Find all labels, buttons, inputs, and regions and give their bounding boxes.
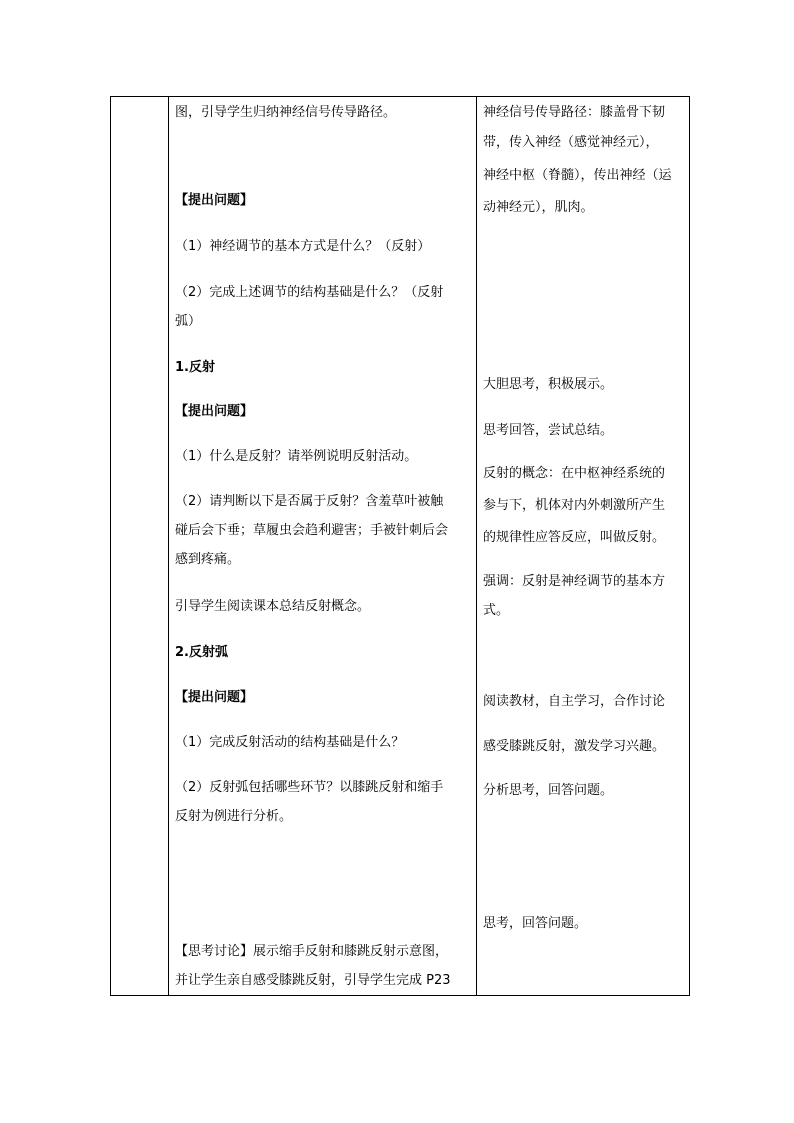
question-item: （2）请判断以下是否属于反射？含羞草叶被触 [175,494,444,509]
question-header: 【提出问题】 [175,690,254,705]
reflex-concept-text: 反射的概念：在中枢神经系统的 [483,466,666,481]
guide-reading-text: 引导学生阅读课本总结反射概念。 [175,599,371,614]
signal-path-text: 动神经元），肌肉。 [483,200,594,215]
student-response: 大胆思考，积极展示。 [483,377,614,392]
section-title-reflex: 1.反射 [175,360,215,375]
question-item-continued: 反射为例进行分析。 [175,809,293,824]
question-item: （2）完成上述调节的结构基础是什么？（反射 [175,285,444,300]
question-item: （2）反射弧包括哪些环节？以膝跳反射和缩手 [175,780,444,795]
question-item: （1）完成反射活动的结构基础是什么？ [175,735,405,750]
question-header: 【提出问题】 [175,193,254,208]
student-response: 思考回答，尝试总结。 [483,423,614,438]
signal-path-text: 带，传入神经（感觉神经元）， [483,135,659,150]
question-item-continued: 碰后会下垂；草履虫会趋利避害；手被针刺后会 [175,523,449,538]
question-item: （1）神经调节的基本方式是什么？（反射） [175,239,431,254]
discussion-text: 【思考讨论】展示缩手反射和膝跳反射示意图， [175,944,449,959]
signal-path-text: 神经信号传导路径：膝盖骨下韧 [483,105,666,120]
student-response: 思考，回答问题。 [483,916,588,931]
teacher-activity-column [169,97,475,995]
intro-line: 图，引导学生归纳神经信号传导路径。 [175,105,397,120]
student-activity-column [477,97,689,995]
reflex-concept-text: 的规律性应答反应，叫做反射。 [483,530,666,545]
reflex-concept-text: 参与下，机体对内外刺激所产生 [483,498,666,513]
signal-path-text: 神经中枢（脊髓），传出神经（运 [483,168,672,183]
student-response: 阅读教材，自主学习，合作讨论 [483,694,666,709]
left-empty-column [111,97,168,995]
student-response: 分析思考，回答问题。 [483,783,614,798]
section-title-reflex-arc: 2.反射弧 [175,645,228,660]
lesson-plan-table [110,96,690,996]
discussion-text-continued: 并让学生亲自感受膝跳反射，引导学生完成 P23 [175,973,451,988]
question-item-continued: 感到疼痛。 [175,552,241,567]
question-header: 【提出问题】 [175,404,254,419]
question-item: （1）什么是反射？请举例说明反射活动。 [175,449,418,464]
question-item-continued: 弧） [175,314,202,329]
emphasis-text: 强调：反射是神经调节的基本方 [483,574,666,589]
emphasis-text: 式。 [483,603,510,618]
student-response: 感受膝跳反射，激发学习兴趣。 [483,739,666,754]
